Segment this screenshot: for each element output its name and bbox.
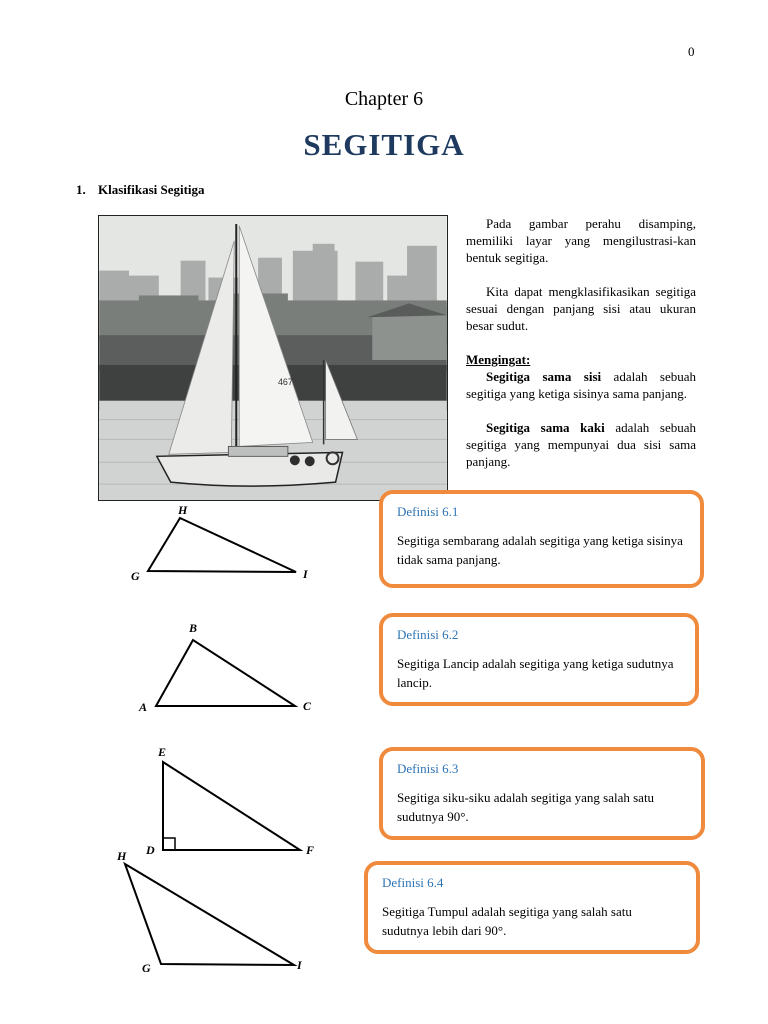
definition-box-2 [379,613,699,706]
sailboat-photo [98,215,448,501]
section-number: 1. [76,182,86,197]
remember-heading: Mengingat: [466,352,531,367]
chapter-label: Chapter 6 [344,88,424,110]
intro-text [466,215,696,487]
vertex-label: D [146,843,155,857]
definition-heading: Definisi 6.1 [397,504,459,519]
vertex-label: I [297,958,302,972]
definition-text: Segitiga Tumpul adalah segitiga yang salah satu sudutnya lebih dari 90°. [382,904,632,938]
vertex-label: H [178,503,188,517]
remember-isosceles [466,419,696,470]
definition-box-1 [379,490,704,588]
definition-box-3 [379,747,705,840]
vertex-label: I [303,567,308,581]
definition-text: Segitiga Lancip adalah segitiga yang ketiga sudutnya lancip. [397,656,674,690]
vertex-label: E [158,745,167,759]
vertex-label: G [142,961,151,975]
isosceles-text: adalah sebuah segitiga yang mempunyai dua sisi sama panjang. [466,420,696,469]
definition-heading: Definisi 6.2 [397,627,459,642]
remember-equilateral [466,368,696,402]
definition-box-4 [364,861,700,954]
vertex-label: F [306,843,315,857]
equilateral-term: Segitiga sama sisi [486,369,602,384]
triangle-obtuse [110,848,330,978]
definition-text: Segitiga sembarang adalah segitiga yang ketiga sisinya tidak sama panjang. [397,533,683,567]
definition-text: Segitiga siku-siku adalah segitiga yang salah satu sudutnya 90°. [397,790,655,824]
triangle-right [110,742,330,862]
intro-paragraph-1: Pada gambar perahu disamping, memiliki layar yang mengilustrasi-kan bentuk segitiga. [466,216,696,265]
vertex-label: B [189,621,198,635]
vertex-label: C [303,699,312,713]
section-title: Klasifikasi Segitiga [98,182,205,197]
definition-heading: Definisi 6.4 [382,875,444,890]
equilateral-text: adalah sebuah segitiga yang ketiga sisinya sama panjang. [466,369,696,401]
vertex-label: H [117,849,127,863]
sail-number: 467 [277,376,293,387]
vertex-label: G [131,569,140,583]
vertex-label: A [139,700,148,714]
page-title: SEGITIGA [303,127,465,162]
isosceles-term: Segitiga sama kaki [486,420,605,435]
triangle-acute [110,618,330,718]
section-heading [76,182,205,198]
page-number: 0 [688,44,695,59]
definition-heading: Definisi 6.3 [397,761,459,776]
triangle-scalene [110,500,330,590]
intro-paragraph-2: Kita dapat mengklasifikasikan segitiga sesuai dengan panjang sisi atau ukuran besar sudut. [466,284,696,333]
